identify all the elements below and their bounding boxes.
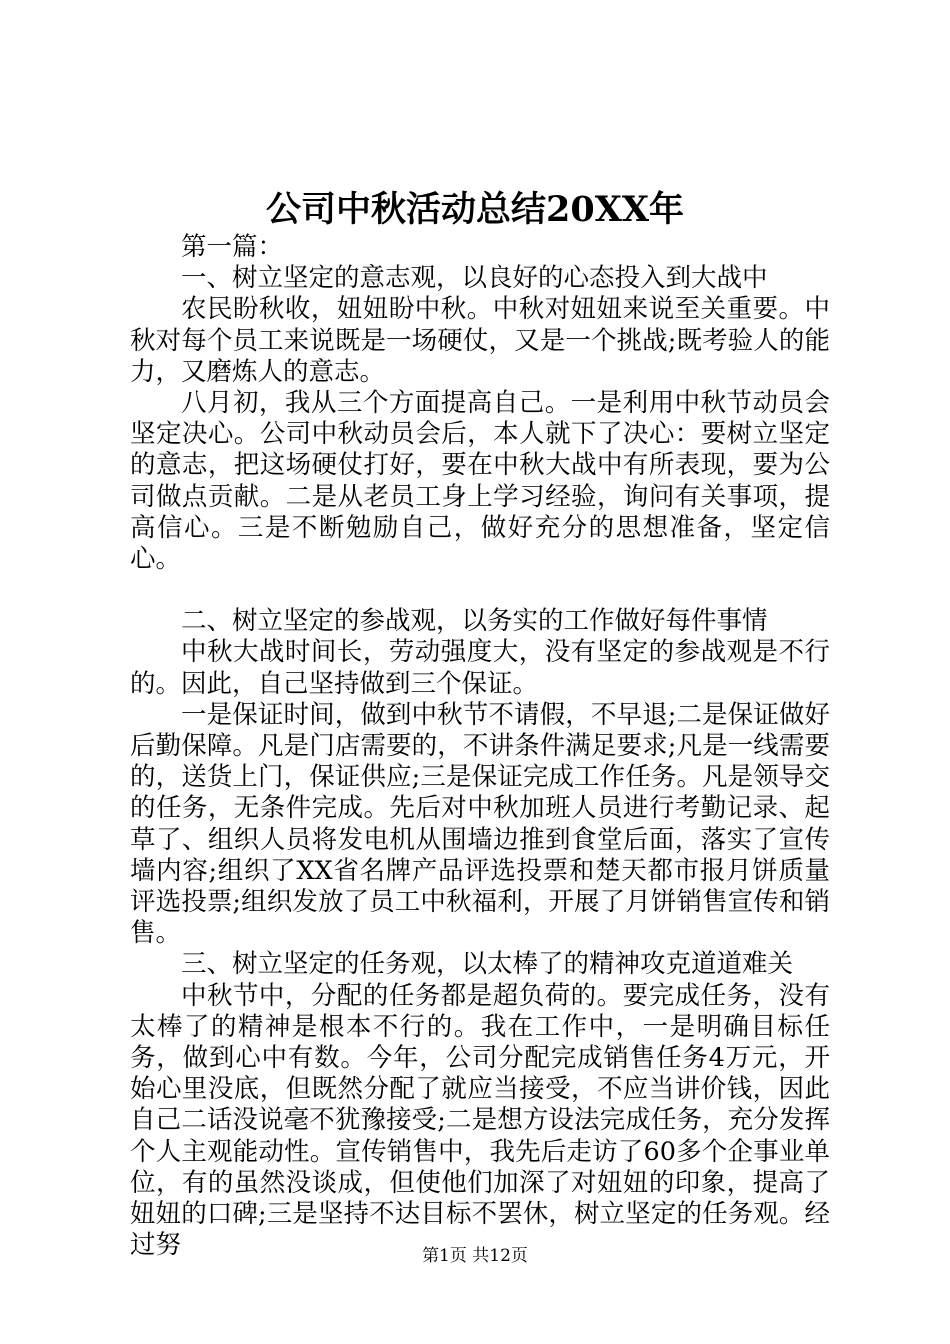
paragraph: 中秋节中，分配的任务都是超负荷的。要完成任务，没有太棒了的精神是根本不行的。我在工作中，一是明确目标任务，做到心中有数。今年，公司分配完成销售任务4万元，开始心里没底，但既然分配了就应当接受，不应当讲价钱，因此自己二话没说毫不犹豫接受;二是想方设法完成任务，充分发挥个人主观能动性。宣传销售中，我先后走访了60多个企事业单位，有的虽然没谈成，但使他们加深了对妞妞的印象，提高了妞妞的口碑;三是坚持不达目标不罢休，树立坚定的任务观。经过努 (130, 980, 830, 1261)
paragraph: 农民盼秋收，妞妞盼中秋。中秋对妞妞来说至关重要。中秋对每个员工来说既是一场硬仗，又是一个挑战;既考验人的能力，又磨炼人的意志。 (130, 294, 830, 387)
paragraph: 八月初，我从三个方面提高自己。一是利用中秋节动员会坚定决心。公司中秋动员会后，本人就下了决心：要树立坚定的意志，把这场硬仗打好，要在中秋大战中有所表现，要为公司做点贡献。二是从老员工身上学习经验，询问有关事项，提高信心。三是不断勉励自己，做好充分的思想准备，坚定信心。 (130, 388, 830, 575)
page-footer: 第1页 共12页 (422, 1246, 528, 1266)
section-heading: 一、树立坚定的意志观，以良好的心态投入到大战中 (181, 263, 768, 294)
document-title: 公司中秋活动总结20XX年 (265, 189, 685, 230)
paragraph: 第一篇： (181, 232, 284, 262)
section-heading: 二、树立坚定的参战观，以务实的工作做好每件事情 (181, 606, 768, 637)
section-heading: 三、树立坚定的任务观，以太棒了的精神攻克道道难关 (181, 949, 794, 980)
paragraph: 一是保证时间，做到中秋节不请假，不早退;二是保证做好后勤保障。凡是门店需要的，不讲条件满足要求;凡是一线需要的，送货上门，保证供应;三是保证完成工作任务。凡是领导交的任务，无条件完成。先后对中秋加班人员进行考勤记录、起草了、组织人员将发电机从围墙边推到食堂后面，落实了宣传墙内容;组织了XX省名牌产品评选投票和楚天都市报月饼质量评选投票;组织发放了员工中秋福利，开展了月饼销售宣传和销售。 (130, 699, 830, 949)
document-body (130, 232, 830, 1262)
paragraph: 中秋大战时间长，劳动强度大，没有坚定的参战观是不行的。因此，自己坚持做到三个保证。 (130, 637, 830, 699)
